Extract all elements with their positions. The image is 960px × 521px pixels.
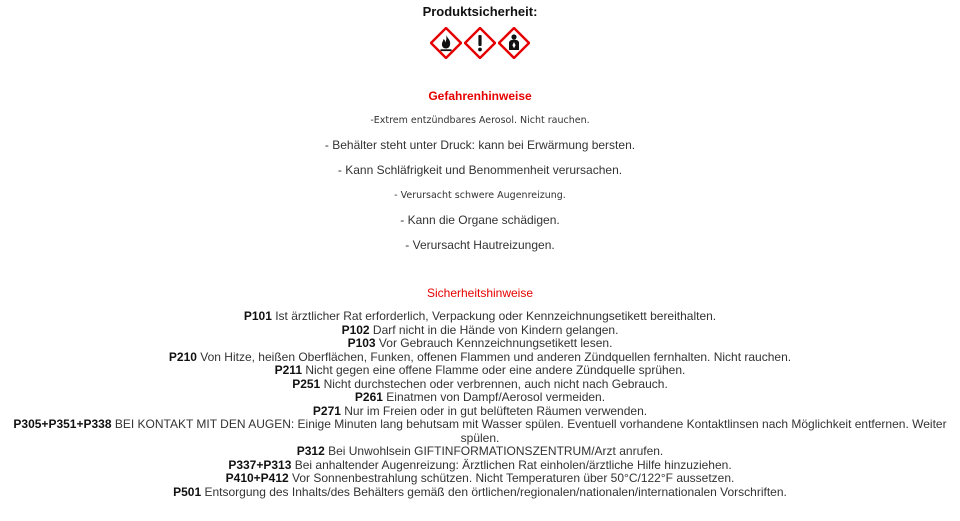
statement-text: BEI KONTAKT MIT DEN AUGEN: Einige Minuten lang behutsam mit Wasser spülen. Eventuell vorhandene Kontaktlinsen nach Möglichkeit entfernen. Weiter spülen. — [111, 417, 947, 445]
statement-text: Nicht durchstechen oder verbrennen, auch nicht nach Gebrauch. — [320, 376, 668, 391]
statement-text: Nur im Freien oder in gut belüfteten Räumen verwenden. — [340, 403, 648, 418]
hazard-statement: - Verursacht Hautreizungen. — [405, 238, 555, 252]
hazard-statement: - Behälter steht unter Druck: kann bei Erwärmung bersten. — [324, 138, 636, 152]
precautionary-statement — [8, 459, 952, 473]
precautionary-statement — [8, 324, 952, 338]
statement-text: Ist ärztlicher Rat erforderlich, Verpackung oder Kennzeichnungsetikett bereithalten. — [271, 309, 717, 323]
statement-text: Darf nicht in die Hände von Kindern gelangen. — [369, 322, 619, 337]
section-title: Produktsicherheit: — [422, 4, 538, 19]
hazard-statements-heading: Gefahrenhinweise — [428, 89, 532, 103]
statement-text: Vor Sonnenbestrahlung schützen. Nicht Temperaturen über 50°C/122°F aussetzen. — [288, 471, 735, 485]
statement-code: P271 — [312, 403, 341, 418]
precautionary-statement — [8, 310, 952, 324]
hazard-statement: - Kann die Organe schädigen. — [400, 213, 560, 227]
statement-text: Bei Unwohlsein GIFTINFORMATIONSZENTRUM/Arzt anrufen. — [324, 444, 664, 458]
statement-text: Bei anhaltender Augenreizung: Ärztlichen Rat einholen/ärztliche Hilfe hinzuziehen. — [291, 457, 732, 472]
hazard-statement: - Kann Schläfrigkeit und Benommenheit verursachen. — [337, 163, 623, 177]
statement-code: P501 — [173, 484, 202, 499]
statement-code: P251 — [292, 376, 321, 391]
statement-code: P211 — [274, 363, 302, 377]
statement-code: P312 — [296, 444, 325, 458]
precautionary-statement — [8, 391, 952, 405]
precautionary-statement — [8, 378, 952, 392]
health-hazard-pictogram-icon — [498, 27, 530, 59]
statement-code: P210 — [168, 349, 197, 364]
statement-code: P101 — [243, 309, 272, 323]
precautionary-statement — [8, 364, 952, 378]
statement-text: Nicht gegen eine offene Flamme oder eine andere Zündquelle sprühen. — [302, 363, 686, 377]
statement-code: P410+P412 — [225, 471, 289, 485]
statement-code: P305+P351+P338 — [13, 417, 112, 431]
precautionary-statement — [8, 445, 952, 459]
precautionary-statement — [8, 405, 952, 419]
statement-text: Entsorgung des Inhalts/des Behälters gemäß den örtlichen/regionalen/nationalen/internationalen Vorschriften. — [201, 484, 787, 499]
precautionary-statements-list — [0, 310, 960, 499]
precautionary-statement — [8, 418, 952, 445]
precautionary-statement — [8, 486, 952, 500]
precautionary-statements-heading: Sicherheitshinweise — [426, 286, 534, 300]
precautionary-statement — [8, 351, 952, 365]
hazard-statement: -Extrem entzündbares Aerosol. Nicht rauchen. — [370, 115, 590, 126]
hazard-statement: - Verursacht schwere Augenreizung. — [394, 190, 566, 201]
precautionary-statement — [8, 337, 952, 351]
statement-code: P261 — [354, 390, 383, 404]
ghs-pictogram-row — [0, 27, 960, 61]
hazard-statements-list — [0, 108, 960, 258]
statement-code: P337+P313 — [228, 457, 292, 472]
exclamation-pictogram-icon — [464, 27, 496, 59]
statement-text: Vor Gebrauch Kennzeichnungsetikett lesen. — [375, 336, 613, 350]
statement-text: Einatmen von Dampf/Aerosol vermeiden. — [382, 390, 606, 404]
precautionary-statement — [8, 472, 952, 486]
flame-pictogram-icon — [430, 27, 462, 59]
statement-text: Von Hitze, heißen Oberflächen, Funken, offenen Flammen und anderen Zündquellen fernhalten. Nicht rauchen. — [196, 349, 792, 364]
statement-code: P102 — [341, 322, 370, 337]
statement-code: P103 — [347, 336, 376, 350]
